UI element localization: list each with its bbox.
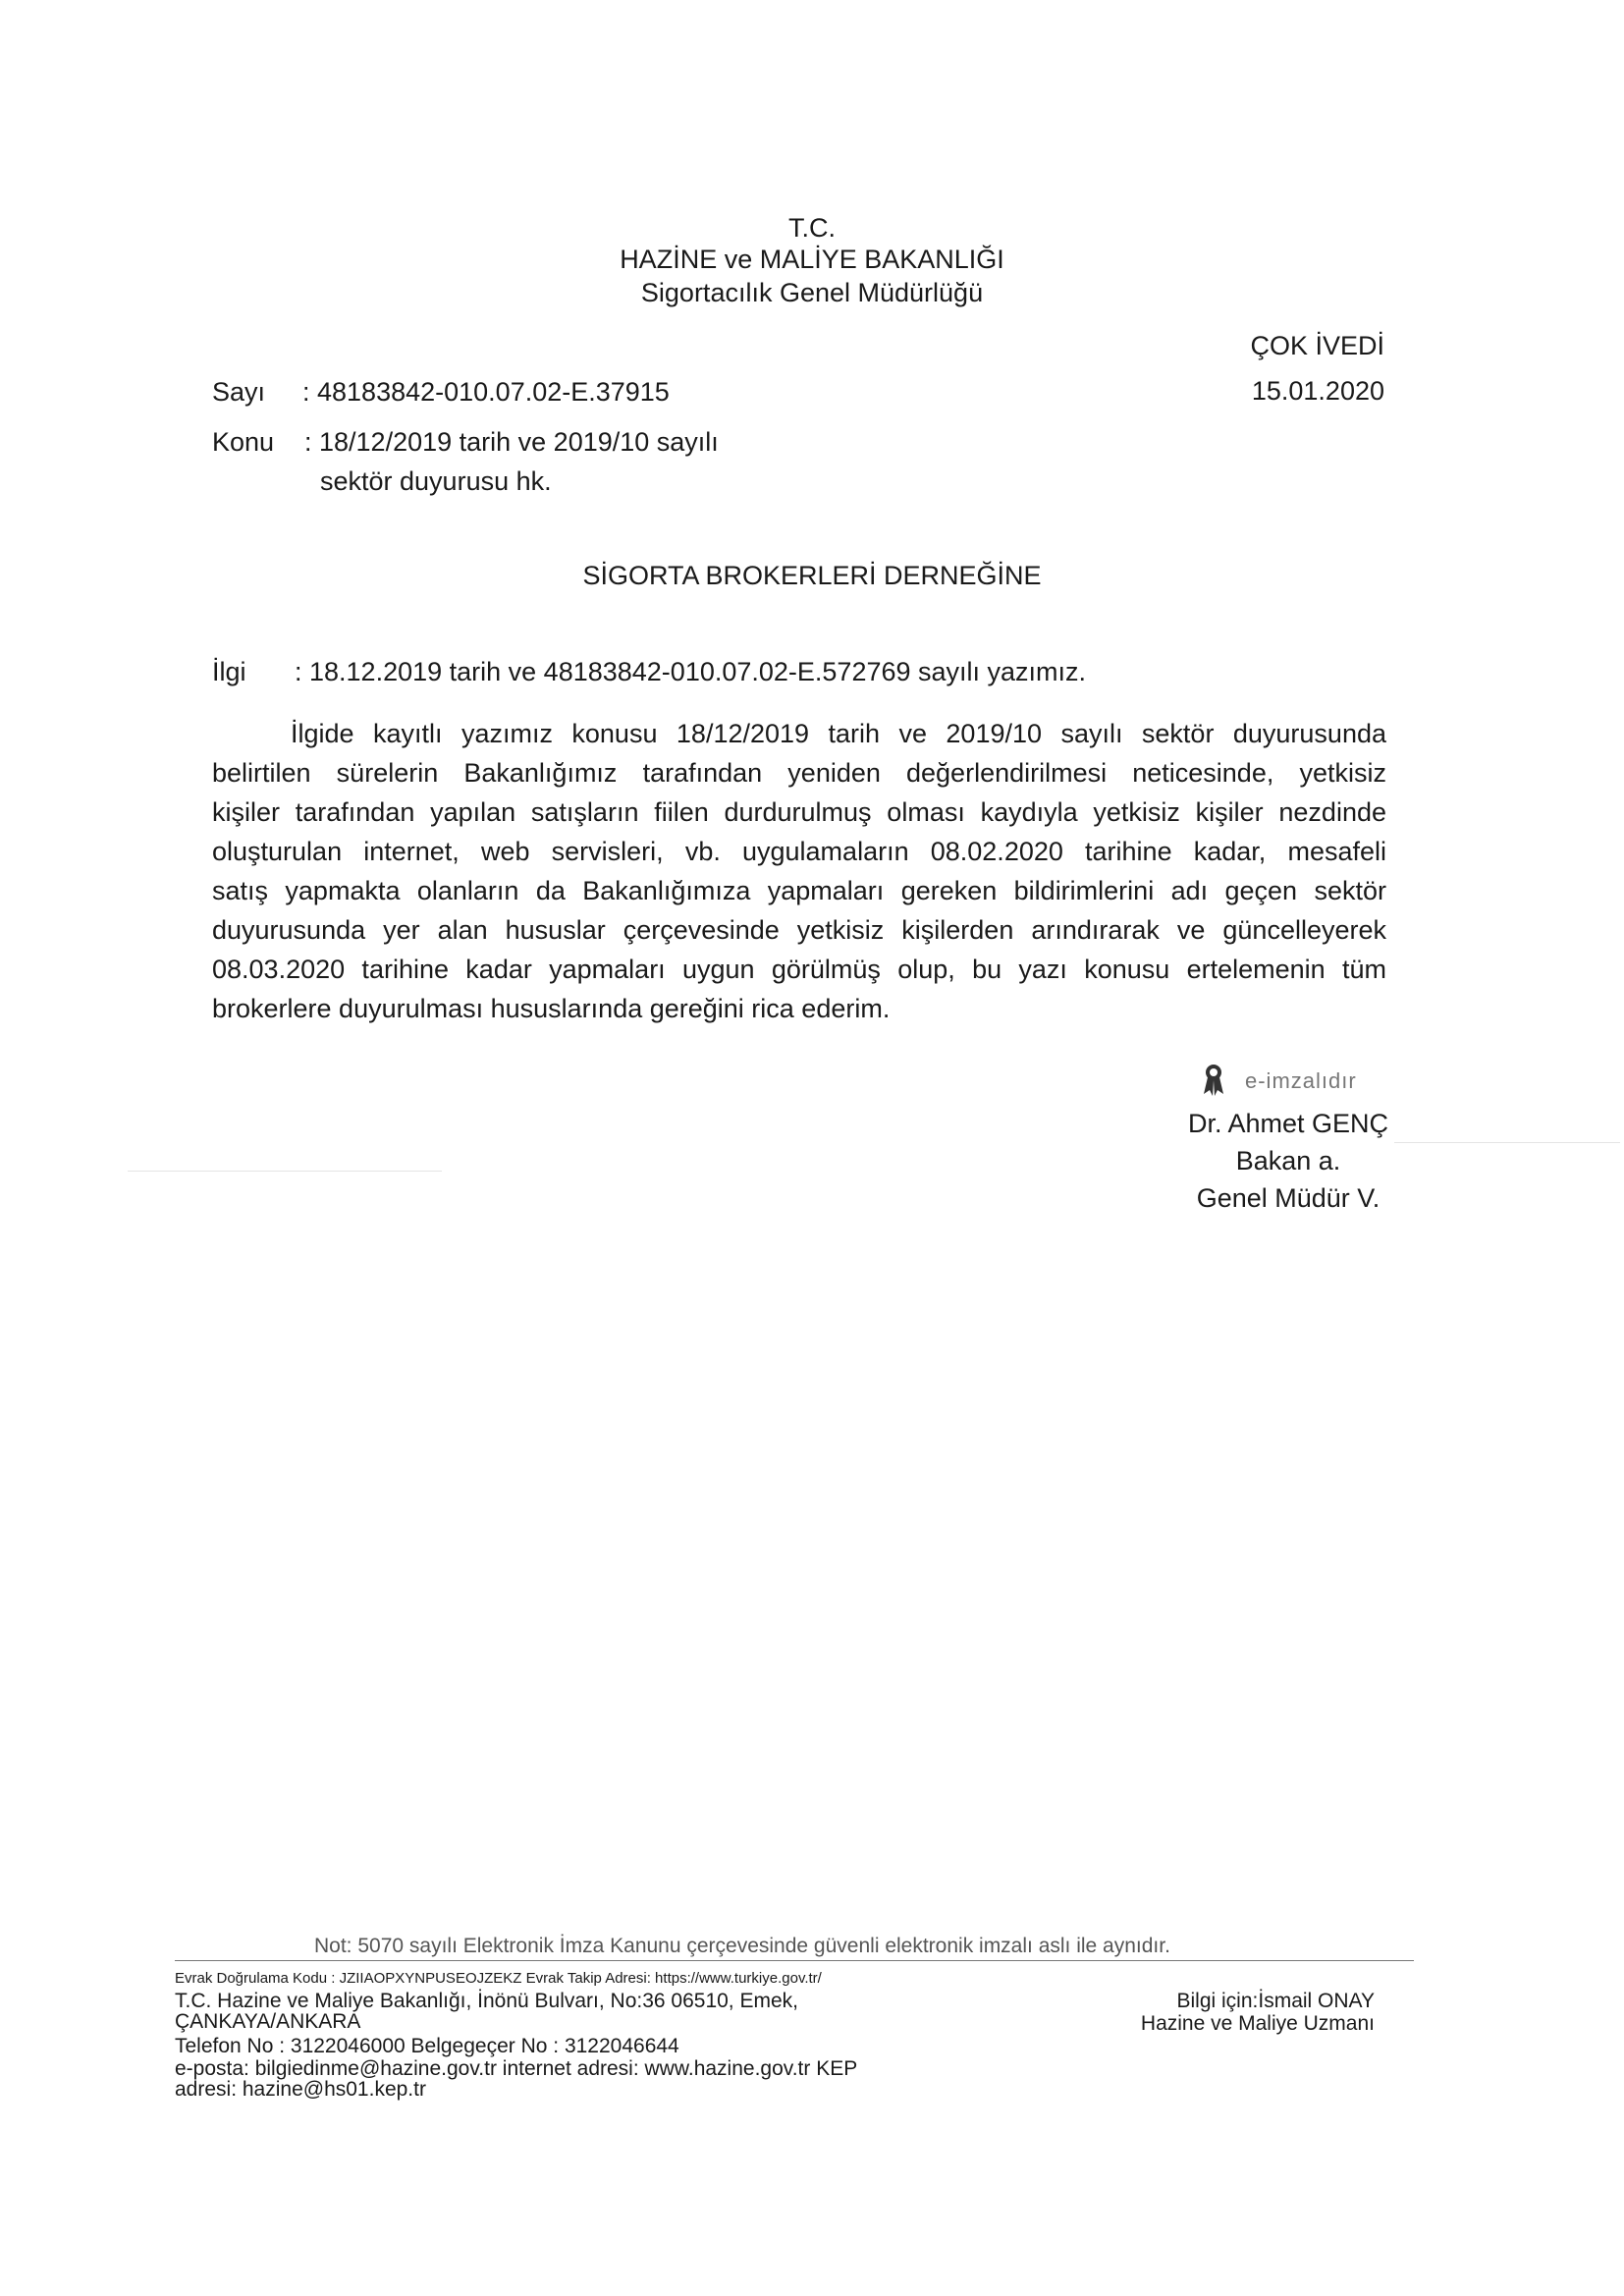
body-line: satış yapmakta olanların da Bakanlığımıza yapmaları gereken bildirimlerini adı geçen sektör xyxy=(212,876,1386,905)
signatory-title2: Genel Müdür V. xyxy=(1196,1183,1380,1213)
contact-title: Hazine ve Maliye Uzmanı xyxy=(1140,2012,1375,2035)
contact-person: Bilgi için:İsmail ONAY xyxy=(1176,1990,1375,2012)
fold-line xyxy=(1394,1142,1620,1143)
body-line: brokerlere duyurulması hususlarında gereğini rica ederim. xyxy=(212,994,891,1023)
body-line: kişiler tarafından yapılan satışların fiilen durdurulmuş olması kaydıyla yetkisiz kişiler nezdinde xyxy=(212,797,1386,827)
body-line: belirtilen sürelerin Bakanlığımız tarafından yeniden değerlendirilmesi neticesinde, yetkisiz xyxy=(212,758,1386,788)
ilgi-label: İlgi xyxy=(212,657,246,686)
ilgi-value: : 18.12.2019 tarih ve 48183842-010.07.02-E.572769 sayılı yazımız. xyxy=(295,657,1087,686)
body-line: oluşturulan internet, web servisleri, vb. uygulamaların 08.02.2020 tarihine kadar, mesafeli xyxy=(212,837,1386,866)
signatory-name: Dr. Ahmet GENÇ xyxy=(1187,1109,1389,1138)
document-date: 15.01.2020 xyxy=(1251,376,1384,406)
header-directorate: Sigortacılık Genel Müdürlüğü xyxy=(640,278,984,307)
konu-value-line2: sektör duyurusu hk. xyxy=(320,466,552,496)
konu-value-line1: : 18/12/2019 tarih ve 2019/10 sayılı xyxy=(304,427,719,457)
sayi-value: : 48183842-010.07.02-E.37915 xyxy=(302,377,670,407)
email-line2: adresi: hazine@hs01.kep.tr xyxy=(175,2078,426,2101)
sayi-label: Sayı xyxy=(212,377,266,407)
fold-line xyxy=(128,1171,442,1172)
legal-note: Not: 5070 sayılı Elektronik İmza Kanunu çerçevesinde güvenli elektronik imzalı aslı ile aynıdır. xyxy=(314,1935,1170,1957)
body-line: duyurusunda yer alan hususlar çerçevesinde yetkisiz kişilerden arındırarak ve güncelleyerek xyxy=(212,915,1386,945)
e-signature-label: e-imzalıdır xyxy=(1245,1068,1357,1093)
konu-label: Konu xyxy=(212,427,275,457)
award-ribbon-icon xyxy=(1202,1063,1225,1098)
signatory-title1: Bakan a. xyxy=(1235,1146,1341,1175)
address-line2: ÇANKAYA/ANKARA xyxy=(175,2010,361,2033)
body-line: İlgide kayıtlı yazımız konusu 18/12/2019 tarih ve 2019/10 sayılı sektör duyurusunda xyxy=(291,719,1386,748)
verification-code: Evrak Doğrulama Kodu : JZIIAOPXYNPUSEOJZEKZ Evrak Takip Adresi: https://www.turkiye.gov.tr/ xyxy=(175,1970,822,1987)
address-line1: T.C. Hazine ve Maliye Bakanlığı, İnönü Bulvarı, No:36 06510, Emek, xyxy=(175,1990,798,2012)
urgency-label: ÇOK İVEDİ xyxy=(1250,331,1384,360)
body-paragraph xyxy=(212,714,1386,1028)
header-ministry: HAZİNE ve MALİYE BAKANLIĞI xyxy=(620,245,1004,274)
phone-fax: Telefon No : 3122046000 Belgegeçer No : 3122046644 xyxy=(175,2035,679,2057)
header-tc: T.C. xyxy=(787,213,836,243)
recipient: SİGORTA BROKERLERİ DERNEĞİNE xyxy=(582,561,1042,590)
footer-divider xyxy=(175,1960,1414,1961)
body-line: 08.03.2020 tarihine kadar yapmaları uygun görülmüş olup, bu yazı konusu ertelemenin tüm xyxy=(212,955,1386,984)
email-line1: e-posta: bilgiedinme@hazine.gov.tr internet adresi: www.hazine.gov.tr KEP xyxy=(175,2057,858,2080)
